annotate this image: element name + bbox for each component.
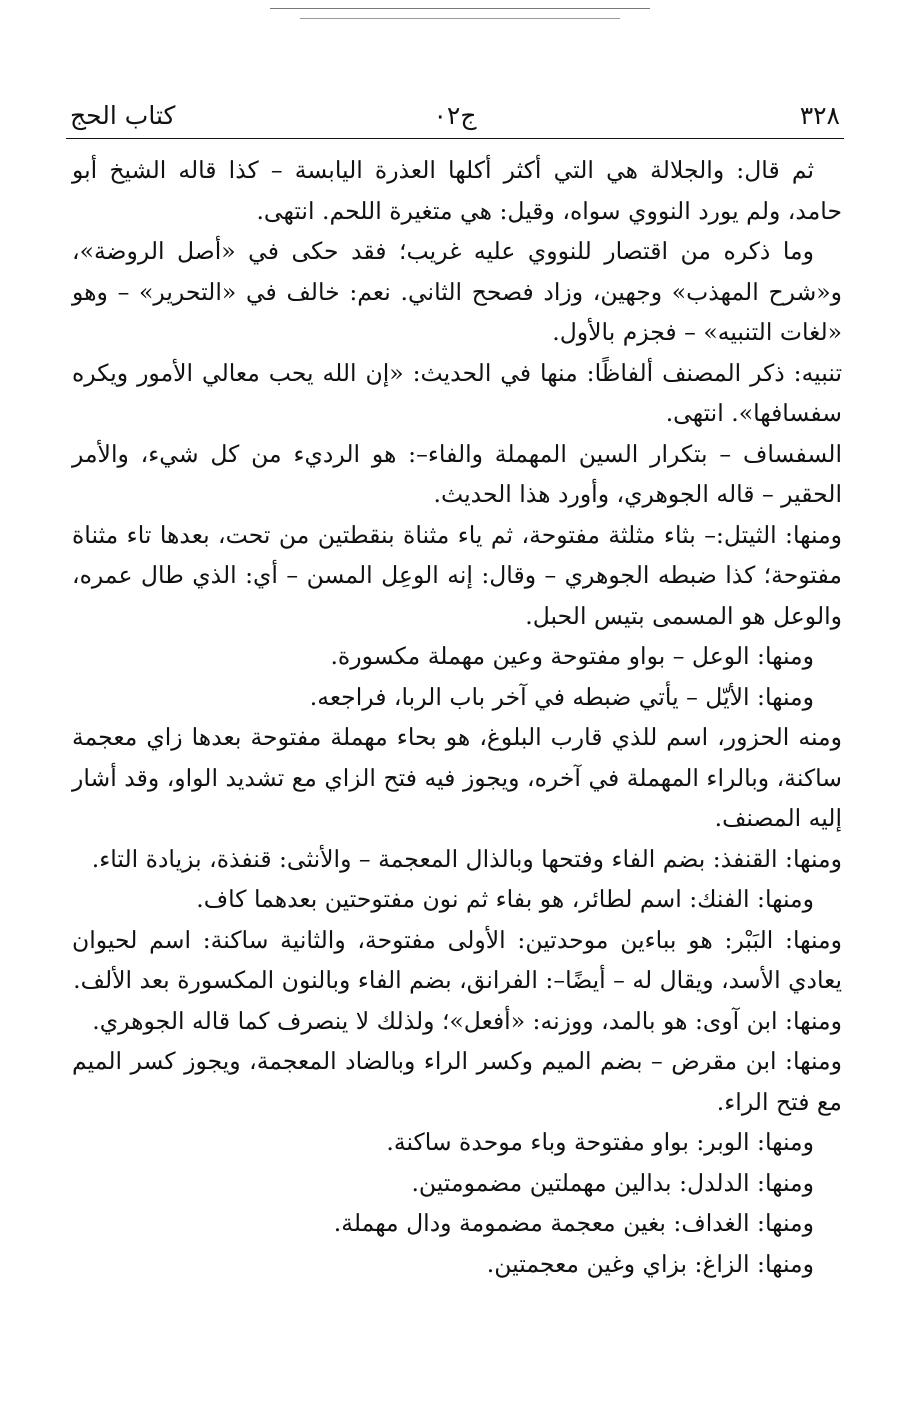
paragraph: السفساف – بتكرار السين المهملة والفاء–: هو الرديء من كل شيء، والأمر الحقير – قاله الجوهري، وأورد هذا الحديث. xyxy=(72,439,842,508)
paragraph: ومنها: البَبْر: هو بباءين موحدتين: الأولى مفتوحة، والثانية ساكنة: اسم لحيوان يعادي الأسد، ويقال له – أيضًا–: الفرانق، بضم الفاء وبالنون المكسورة بعد الألف. xyxy=(72,925,842,994)
paragraph: ومنها: القنفذ: بضم الفاء وفتحها وبالذال المعجمة – والأنثى: قنفذة، بزيادة التاء. xyxy=(91,844,842,873)
paragraph: ومنها: الزاغ: بزاي وغين معجمتين. xyxy=(486,1249,814,1278)
top-scan-line xyxy=(270,8,650,9)
paragraph: ومنها: الغداف: بغين معجمة مضمومة ودال مهملة. xyxy=(333,1209,814,1237)
paragraph: ومنها: الأيّل – يأتي ضبطه في آخر باب الربا، فراجعه. xyxy=(309,682,814,711)
book-title: كتاب الحج xyxy=(70,101,176,130)
paragraph: ومنها: الوبر: بواو مفتوحة وباء موحدة ساكنة. xyxy=(386,1128,814,1156)
header-divider xyxy=(66,138,844,139)
paragraph: ومنه الحزور، اسم للذي قارب البلوغ، هو بحاء مهملة مفتوحة بعدها زاي معجمة ساكنة، وبالراء المهملة في آخره، ويجوز فيه فتح الزاي مع تشديد الواو، وقد أشار إليه المصنف. xyxy=(72,723,842,832)
paragraph: ومنها: الوعل – بواو مفتوحة وعين مهملة مكسورة. xyxy=(330,642,814,670)
page-body xyxy=(72,150,842,1284)
page-number: ٣٢٨ xyxy=(799,101,840,130)
paragraph: ومنها: الفنك: اسم لطائر، هو بفاء ثم نون مفتوحتين بعدهما كاف. xyxy=(196,885,814,913)
paragraph: ومنها: ابن آوى: هو بالمد، ووزنه: «أفعل»؛ ولذلك لا ينصرف كما قاله الجوهري. xyxy=(92,1006,842,1035)
paragraph: ومنها: ابن مقرض – بضم الميم وكسر الراء وبالضاد المعجمة، ويجوز كسر الميم مع فتح الراء. xyxy=(72,1047,842,1116)
paragraph: ومنها: الثيتل:– بثاء مثلثة مفتوحة، ثم ياء مثناة بنقطتين من تحت، بعدها تاء مثناة مفتوحة؛ كذا ضبطه الجوهري – وقال: إنه الوعِل المسن – أي: الذي طال عمره، والوعل هو المسمى بتيس الحبل. xyxy=(72,520,842,630)
volume-label: ج٠٢ xyxy=(433,101,477,130)
paragraph: ومنها: الدلدل: بدالين مهملتين مضمومتين. xyxy=(411,1168,814,1197)
paragraph: ثم قال: والجلالة هي التي أكثر أكلها العذرة اليابسة – كذا قاله الشيخ أبو حامد، ولم يورد النووي سواه، وقيل: هي متغيرة اللحم. انتهى. xyxy=(72,156,842,225)
top-scan-line-secondary xyxy=(300,18,620,19)
paragraph: تنبيه: ذكر المصنف ألفاظًا: منها في الحديث: «إن الله يحب معالي الأمور ويكره سفسافها». انتهى. xyxy=(72,358,842,427)
paragraph: وما ذكره من اقتصار للنووي عليه غريب؛ فقد حكى في «أصل الروضة»، و«شرح المهذب» وجهين، وزاد فصحح الثاني. نعم: خالف في «التحرير» – وهو «لغات التنبيه» – فجزم بالأول. xyxy=(72,237,842,346)
page-header xyxy=(70,90,840,130)
